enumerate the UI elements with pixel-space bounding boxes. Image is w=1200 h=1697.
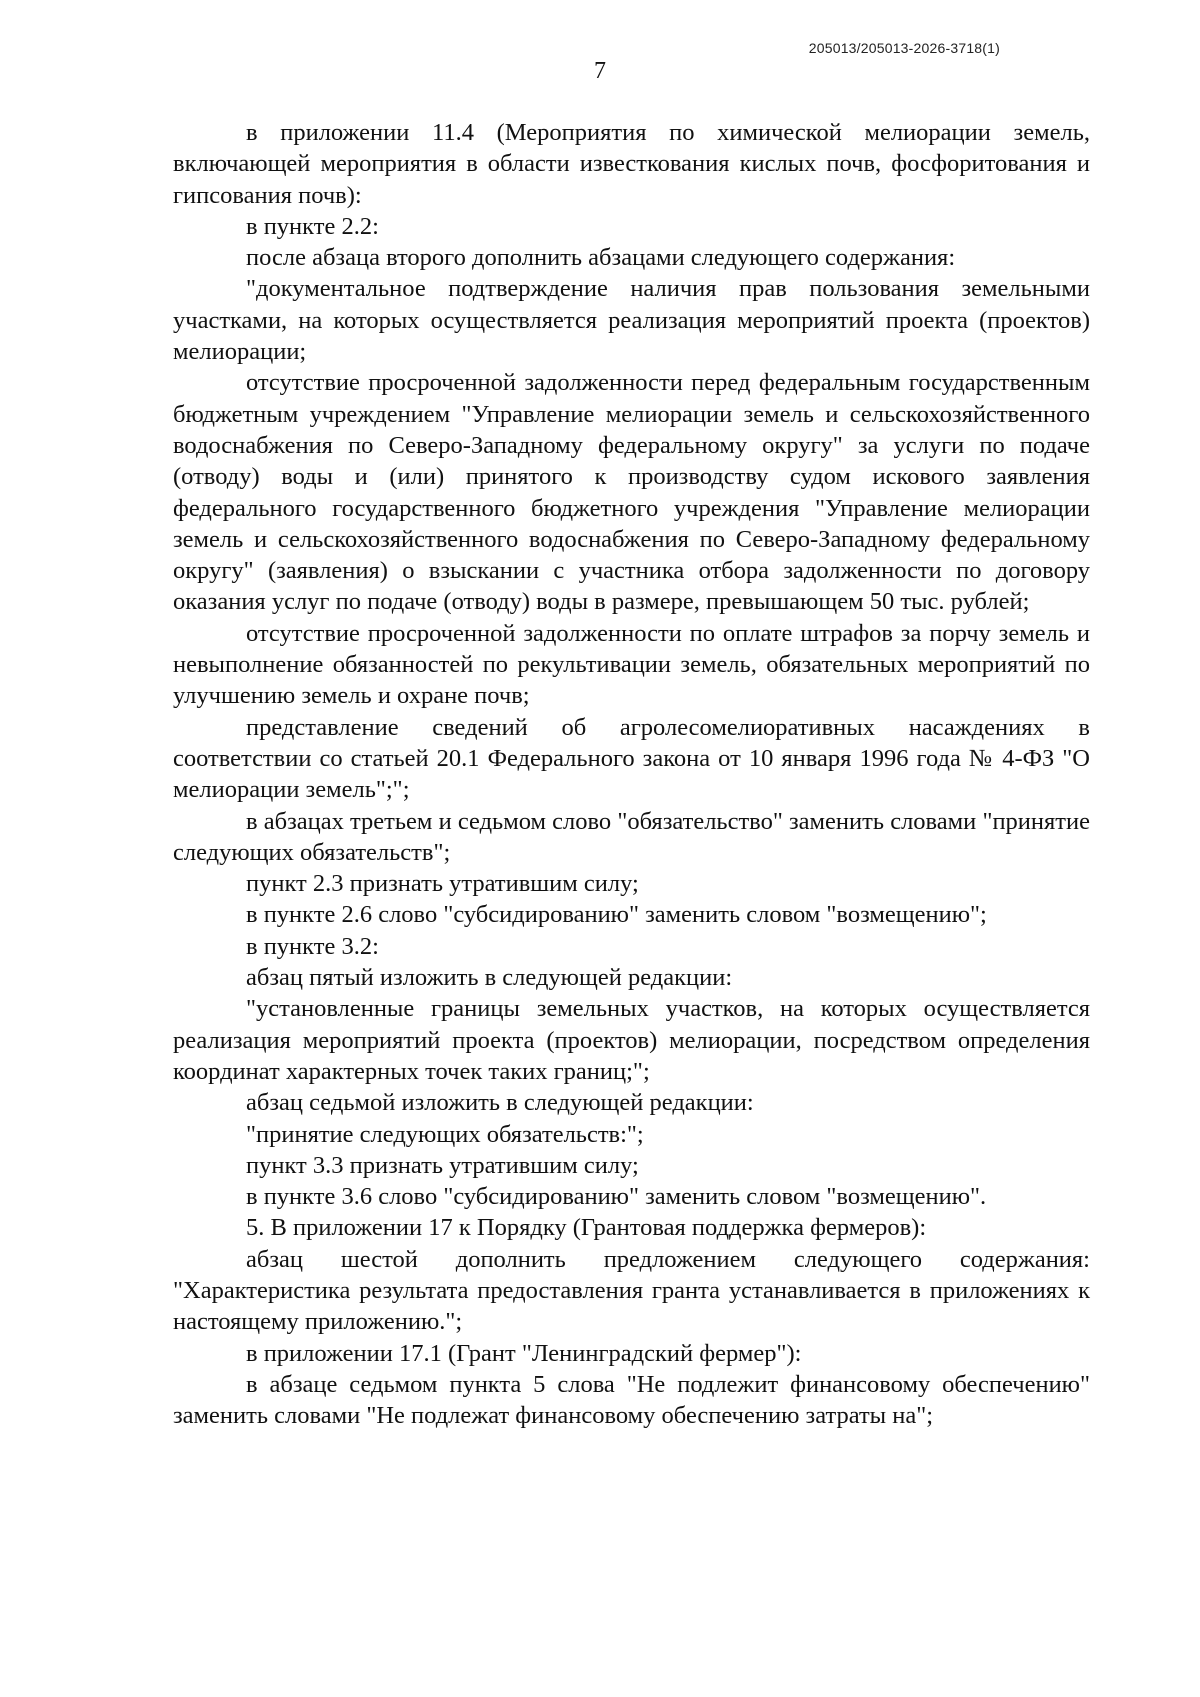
paragraph: после абзаца второго дополнить абзацами следующего содержания: bbox=[246, 244, 956, 272]
paragraph: в приложении 17.1 (Грант "Ленинградский фермер"): bbox=[246, 1339, 802, 1367]
paragraph: представление сведений об агролесомелиоративных насаждениях в соответствии со статьей 20.1 Федерального закона от 10 января 1996 года № 4-ФЗ "О мелиорации земель";"; bbox=[173, 713, 1090, 804]
document-registration-number: 205013/205013-2026-3718(1) bbox=[808, 40, 1000, 56]
paragraph: абзац пятый изложить в следующей редакции: bbox=[246, 964, 733, 992]
paragraph: в пункте 2.2: bbox=[246, 212, 379, 240]
paragraph: в абзацах третьем и седьмом слово "обязательство" заменить словами "принятие следующих обязательств"; bbox=[173, 807, 1090, 866]
document-body bbox=[173, 117, 1090, 1431]
paragraph: пункт 3.3 признать утратившим силу; bbox=[246, 1151, 639, 1179]
paragraph: пункт 2.3 признать утратившим силу; bbox=[246, 870, 639, 898]
page-number: 7 bbox=[594, 58, 606, 84]
paragraph: в абзаце седьмом пункта 5 слова "Не подлежит финансовому обеспечению" заменить словами "Не подлежат финансовому обеспечению затраты на"; bbox=[173, 1370, 1090, 1430]
paragraph: абзац шестой дополнить предложением следующего содержания: "Характеристика результата предоставления гранта устанавливается в приложениях к настоящему приложению."; bbox=[173, 1245, 1090, 1336]
paragraph: "документальное подтверждение наличия прав пользования земельными участками, на которых осуществляется реализация мероприятий проекта (проектов) мелиорации; bbox=[173, 275, 1090, 366]
paragraph: "принятие следующих обязательств:"; bbox=[246, 1120, 644, 1148]
paragraph: "установленные границы земельных участков, на которых осуществляется реализация мероприятий проекта (проектов) мелиорации, посредством определения координат характерных точек таких границ;"; bbox=[173, 995, 1090, 1085]
paragraph: в пункте 2.6 слово "субсидированию" заменить словом "возмещению"; bbox=[246, 901, 987, 929]
paragraph: в пункте 3.6 слово "субсидированию" заменить словом "возмещению". bbox=[246, 1183, 987, 1211]
paragraph: отсутствие просроченной задолженности перед федеральным государственным бюджетным учреждением "Управление мелиорации земель и сельскохозяйственного водоснабжения по Северо-Западному федеральному округу" за услуги по подаче (отводу) воды и (или) принятого к производству судом искового заявления федерального государственного бюджетного учреждения "Управление мелиорации земель и сельскохозяйственного водоснабжения по Северо-Западному федеральному округу" (заявления) о взыскании с участника отбора задолженности по договору оказания услуг по подаче (отводу) воды в размере, превышающем 50 тыс. рублей; bbox=[173, 369, 1090, 616]
paragraph: отсутствие просроченной задолженности по оплате штрафов за порчу земель и невыполнение обязанностей по рекультивации земель, обязательных мероприятий по улучшению земель и охране почв; bbox=[173, 619, 1090, 710]
paragraph: в приложении 11.4 (Мероприятия по химической мелиорации земель, включающей мероприятия в области известкования кислых почв, фосфоритования и гипсования почв): bbox=[173, 119, 1090, 209]
paragraph: в пункте 3.2: bbox=[246, 932, 379, 960]
paragraph: 5. В приложении 17 к Порядку (Грантовая поддержка фермеров): bbox=[246, 1214, 927, 1242]
paragraph: абзац седьмой изложить в следующей редакции: bbox=[246, 1089, 754, 1117]
